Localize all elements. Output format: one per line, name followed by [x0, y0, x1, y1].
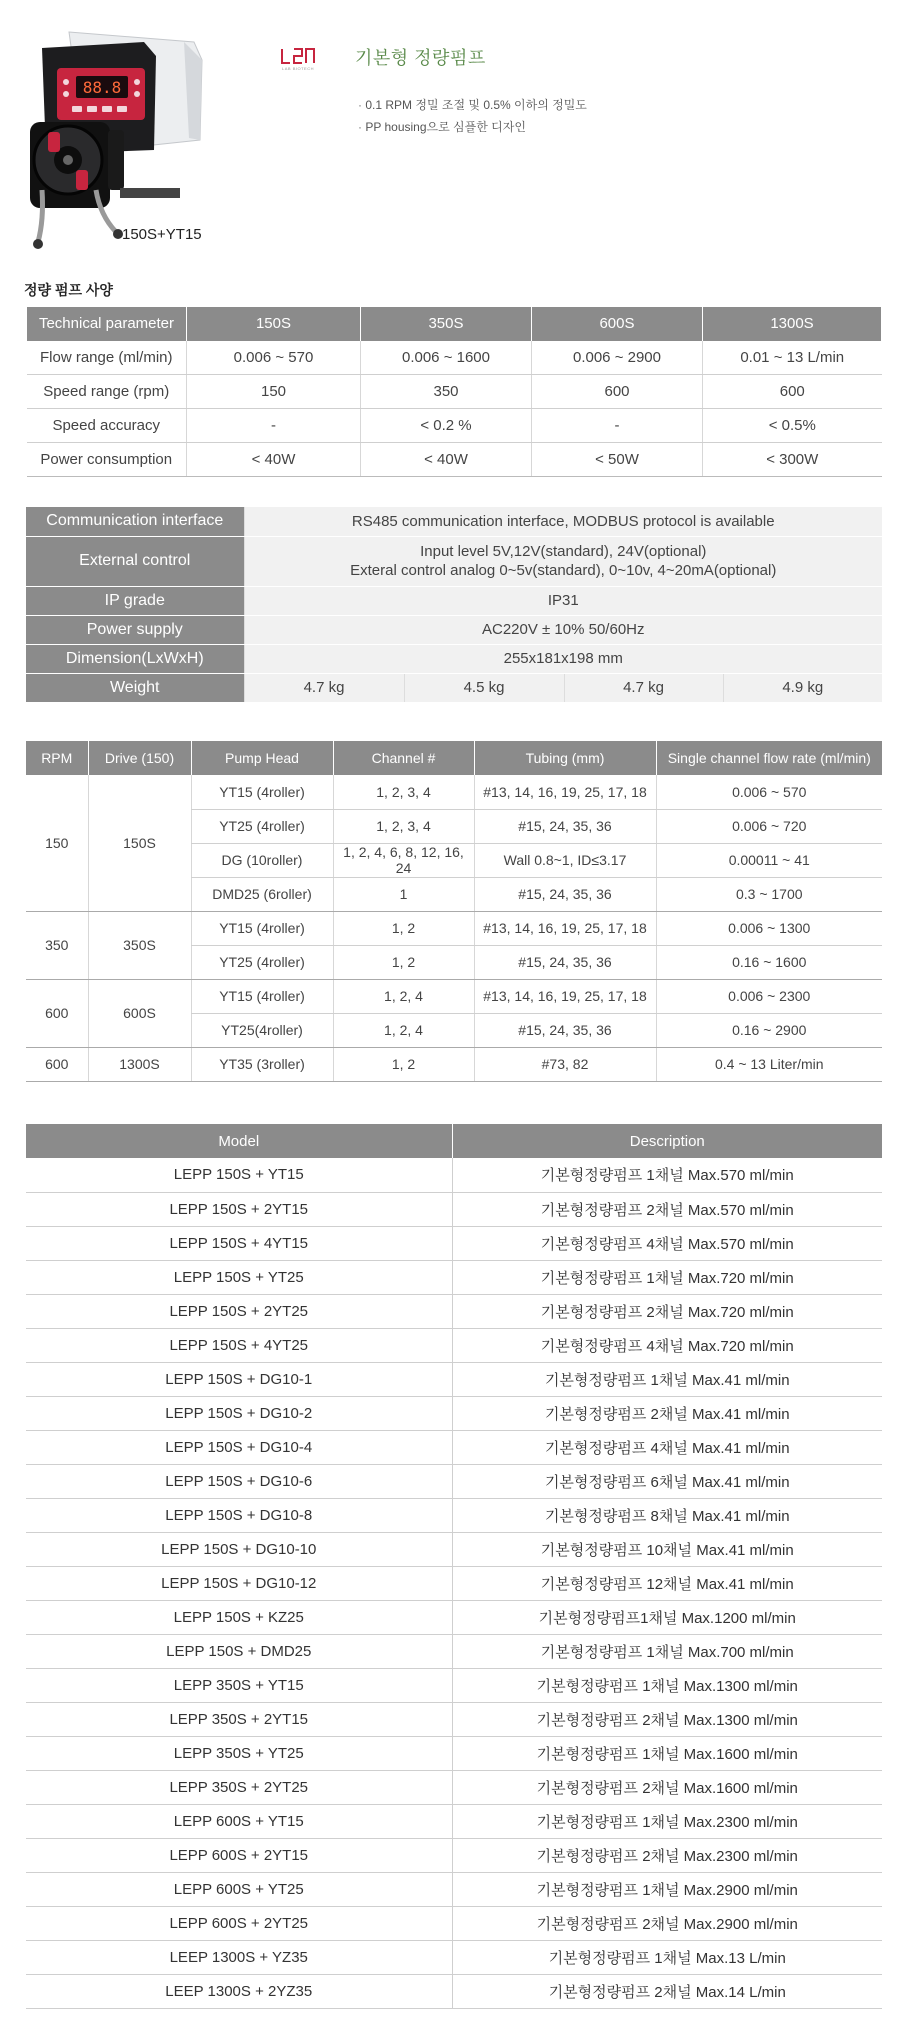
model-desc-cell: 기본형정량펌프 2채널 Max.2900 ml/min — [452, 1906, 882, 1940]
model-name-cell: LEPP 600S + YT15 — [26, 1804, 452, 1838]
model-desc-cell: 기본형정량펌프 1채널 Max.700 ml/min — [452, 1634, 882, 1668]
table-row — [26, 1158, 882, 1192]
model-desc-cell: 기본형정량펌프 2채널 Max.41 ml/min — [452, 1396, 882, 1430]
model-name-cell: LEPP 600S + YT25 — [26, 1872, 452, 1906]
table-row — [26, 1838, 882, 1872]
head-cell: 0.006 ~ 570 — [656, 775, 882, 809]
model-name-cell: LEPP 150S + DMD25 — [26, 1634, 452, 1668]
spec-cell: < 0.5% — [703, 409, 882, 443]
table-row — [26, 586, 882, 615]
model-name-cell: LEPP 150S + DG10-1 — [26, 1362, 452, 1396]
table-row — [26, 1736, 882, 1770]
table-row — [26, 1430, 882, 1464]
model-desc-cell: 기본형정량펌프 2채널 Max.1300 ml/min — [452, 1702, 882, 1736]
head-cell: DMD25 (6roller) — [191, 877, 333, 911]
model-name-cell: LEPP 150S + DG10-6 — [26, 1464, 452, 1498]
spec-cell: < 0.2 % — [361, 409, 532, 443]
brand-logo — [280, 47, 316, 73]
row-label: External control — [26, 536, 244, 586]
model-desc-cell: 기본형정량펌프 2채널 Max.720 ml/min — [452, 1294, 882, 1328]
model-desc-cell: 기본형정량펌프 2채널 Max.570 ml/min — [452, 1192, 882, 1226]
spec-header: 150S — [187, 307, 361, 341]
table-row — [26, 1566, 882, 1600]
head-cell: YT25 (4roller) — [191, 809, 333, 843]
table-row — [26, 1702, 882, 1736]
ext-control-line: Exteral control analog 0~5v(standard), 0~10v, 4~20mA(optional) — [350, 562, 777, 579]
feature-list — [358, 94, 587, 138]
rpm-cell: 150 — [26, 775, 88, 911]
table-row — [27, 375, 882, 409]
weight-value: 4.7 kg — [244, 673, 404, 702]
spec-cell: 600 — [703, 375, 882, 409]
product-caption: 150S+YT15 — [122, 226, 202, 243]
head-cell: 0.006 ~ 1300 — [656, 911, 882, 945]
drive-cell: 1300S — [88, 1047, 191, 1081]
table-row — [26, 1906, 882, 1940]
table-row — [26, 1294, 882, 1328]
table-row — [27, 409, 882, 443]
spec-cell: Power consumption — [27, 443, 187, 477]
head-header: Pump Head — [191, 741, 333, 775]
table-row — [26, 1532, 882, 1566]
head-cell: YT35 (3roller) — [191, 1047, 333, 1081]
model-name-cell: LEPP 350S + YT15 — [26, 1668, 452, 1702]
head-cell: #13, 14, 16, 19, 25, 17, 18 — [474, 979, 656, 1013]
spec-cell: - — [187, 409, 361, 443]
head-cell: 1, 2, 4 — [333, 1013, 474, 1047]
head-cell: #13, 14, 16, 19, 25, 17, 18 — [474, 911, 656, 945]
spec-cell: Speed accuracy — [27, 409, 187, 443]
model-name-cell: LEEP 1300S + YZ35 — [26, 1940, 452, 1974]
head-cell: #13, 14, 16, 19, 25, 17, 18 — [474, 775, 656, 809]
drive-cell: 600S — [88, 979, 191, 1047]
head-cell: YT15 (4roller) — [191, 775, 333, 809]
head-cell: Wall 0.8~1, ID≤3.17 — [474, 843, 656, 877]
row-label: Communication interface — [26, 507, 244, 536]
spec-cell: 0.006 ~ 570 — [187, 341, 361, 375]
ext-control-line: Input level 5V,12V(standard), 24V(optional) — [420, 543, 707, 560]
model-header: Description — [452, 1124, 882, 1158]
model-name-cell: LEPP 350S + YT25 — [26, 1736, 452, 1770]
model-desc-cell: 기본형정량펌프 2채널 Max.14 L/min — [452, 1974, 882, 2008]
spec-cell: 0.01 ~ 13 L/min — [703, 341, 882, 375]
spec-table — [26, 306, 882, 477]
head-cell: YT25 (4roller) — [191, 945, 333, 979]
model-name-cell: LEPP 150S + YT25 — [26, 1260, 452, 1294]
product-header — [0, 0, 900, 260]
table-row — [26, 1668, 882, 1702]
model-table — [26, 1124, 882, 2009]
model-name-cell: LEPP 150S + DG10-10 — [26, 1532, 452, 1566]
model-desc-cell: 기본형정량펌프 1채널 Max.2900 ml/min — [452, 1872, 882, 1906]
row-value — [244, 536, 882, 586]
row-value: AC220V ± 10% 50/60Hz — [244, 615, 882, 644]
table-row — [26, 1600, 882, 1634]
weight-value: 4.7 kg — [564, 673, 723, 702]
model-desc-cell: 기본형정량펌프 1채널 Max.2300 ml/min — [452, 1804, 882, 1838]
feature-item: · PP housing으로 심플한 디자인 — [358, 116, 587, 138]
rpm-cell: 600 — [26, 1047, 88, 1081]
spec-header: Technical parameter — [27, 307, 187, 341]
logo-subtext: LAB BIOTECH — [282, 66, 314, 71]
head-cell: #15, 24, 35, 36 — [474, 945, 656, 979]
spec-header: 600S — [532, 307, 703, 341]
table-row — [26, 1804, 882, 1838]
table-row — [26, 979, 882, 1013]
head-header: Single channel flow rate (ml/min) — [656, 741, 882, 775]
row-label: Weight — [26, 673, 244, 702]
table-row — [27, 443, 882, 477]
table-row — [26, 1974, 882, 2008]
model-desc-cell: 기본형정량펌프 6채널 Max.41 ml/min — [452, 1464, 882, 1498]
head-header: Channel # — [333, 741, 474, 775]
spec-header: 350S — [361, 307, 532, 341]
head-cell: 1, 2, 3, 4 — [333, 775, 474, 809]
model-name-cell: LEPP 350S + 2YT25 — [26, 1770, 452, 1804]
table-row — [26, 1192, 882, 1226]
weight-value: 4.9 kg — [723, 673, 882, 702]
head-cell: YT25(4roller) — [191, 1013, 333, 1047]
model-header: Model — [26, 1124, 452, 1158]
model-name-cell: LEPP 150S + KZ25 — [26, 1600, 452, 1634]
drive-cell: 350S — [88, 911, 191, 979]
table-row — [26, 1634, 882, 1668]
model-desc-cell: 기본형정량펌프 12채널 Max.41 ml/min — [452, 1566, 882, 1600]
head-cell: #73, 82 — [474, 1047, 656, 1081]
model-name-cell: LEPP 150S + 4YT25 — [26, 1328, 452, 1362]
model-name-cell: LEPP 150S + DG10-12 — [26, 1566, 452, 1600]
table-row — [26, 1770, 882, 1804]
head-cell: 1, 2, 4 — [333, 979, 474, 1013]
head-cell: 0.006 ~ 720 — [656, 809, 882, 843]
rpm-cell: 600 — [26, 979, 88, 1047]
weight-value: 4.5 kg — [404, 673, 564, 702]
spec-cell: < 40W — [187, 443, 361, 477]
spec-cell: < 50W — [532, 443, 703, 477]
model-desc-cell: 기본형정량펌프 1채널 Max.1300 ml/min — [452, 1668, 882, 1702]
row-label: IP grade — [26, 586, 244, 615]
head-cell: 1, 2 — [333, 1047, 474, 1081]
model-name-cell: LEPP 150S + 4YT15 — [26, 1226, 452, 1260]
table-row — [27, 341, 882, 375]
head-cell: #15, 24, 35, 36 — [474, 877, 656, 911]
model-name-cell: LEEP 1300S + 2YZ35 — [26, 1974, 452, 2008]
spec-header: 1300S — [703, 307, 882, 341]
spec-cell: 600 — [532, 375, 703, 409]
model-name-cell: LEPP 150S + 2YT15 — [26, 1192, 452, 1226]
table-row — [26, 1260, 882, 1294]
spec-cell: Speed range (rpm) — [27, 375, 187, 409]
head-cell: 0.4 ~ 13 Liter/min — [656, 1047, 882, 1081]
head-cell: #15, 24, 35, 36 — [474, 809, 656, 843]
spec-cell: Flow range (ml/min) — [27, 341, 187, 375]
model-desc-cell: 기본형정량펌프 2채널 Max.2300 ml/min — [452, 1838, 882, 1872]
feature-item: · 0.1 RPM 정밀 조절 및 0.5% 이하의 정밀도 — [358, 94, 587, 116]
head-cell: 0.16 ~ 1600 — [656, 945, 882, 979]
model-name-cell: LEPP 600S + 2YT15 — [26, 1838, 452, 1872]
table-row — [26, 1226, 882, 1260]
head-header: RPM — [26, 741, 88, 775]
table-row — [26, 673, 882, 702]
section-title: 정량 펌프 사양 — [24, 282, 113, 298]
model-name-cell: LEPP 350S + 2YT15 — [26, 1702, 452, 1736]
spec-cell: 350 — [361, 375, 532, 409]
model-name-cell: LEPP 150S + YT15 — [26, 1158, 452, 1192]
head-cell: 0.00011 ~ 41 — [656, 843, 882, 877]
spec-cell: 0.006 ~ 2900 — [532, 341, 703, 375]
model-desc-cell: 기본형정량펌프 1채널 Max.570 ml/min — [452, 1158, 882, 1192]
table-row — [26, 1396, 882, 1430]
model-name-cell: LEPP 600S + 2YT25 — [26, 1906, 452, 1940]
spec-cell: 0.006 ~ 1600 — [361, 341, 532, 375]
model-desc-cell: 기본형정량펌프 4채널 Max.570 ml/min — [452, 1226, 882, 1260]
table-row — [26, 1940, 882, 1974]
table-row — [26, 1047, 882, 1081]
table-row — [26, 911, 882, 945]
model-desc-cell: 기본형정량펌프 1채널 Max.41 ml/min — [452, 1362, 882, 1396]
spec-cell: - — [532, 409, 703, 443]
head-header: Tubing (mm) — [474, 741, 656, 775]
head-cell: 1, 2, 3, 4 — [333, 809, 474, 843]
model-desc-cell: 기본형정량펌프 2채널 Max.1600 ml/min — [452, 1770, 882, 1804]
model-desc-cell: 기본형정량펌프 1채널 Max.1600 ml/min — [452, 1736, 882, 1770]
row-value: 255x181x198 mm — [244, 644, 882, 673]
spec-cell: < 300W — [703, 443, 882, 477]
head-cell: 1 — [333, 877, 474, 911]
table-row — [26, 507, 882, 536]
model-name-cell: LEPP 150S + DG10-4 — [26, 1430, 452, 1464]
spec-cell: 150 — [187, 375, 361, 409]
model-desc-cell: 기본형정량펌프 10채널 Max.41 ml/min — [452, 1532, 882, 1566]
head-cell: 0.006 ~ 2300 — [656, 979, 882, 1013]
table-row — [26, 536, 882, 586]
head-cell: YT15 (4roller) — [191, 911, 333, 945]
table-row — [26, 1498, 882, 1532]
head-cell: 0.16 ~ 2900 — [656, 1013, 882, 1047]
model-desc-cell: 기본형정량펌프 8채널 Max.41 ml/min — [452, 1498, 882, 1532]
row-label: Power supply — [26, 615, 244, 644]
product-title: 기본형 정량펌프 — [355, 48, 486, 68]
pump-image — [24, 20, 214, 250]
head-cell: 0.3 ~ 1700 — [656, 877, 882, 911]
table-row — [26, 1464, 882, 1498]
pump-head-table — [26, 741, 882, 1082]
model-name-cell: LEPP 150S + DG10-8 — [26, 1498, 452, 1532]
general-spec-table — [26, 507, 882, 703]
head-cell: 1, 2 — [333, 945, 474, 979]
table-row — [26, 615, 882, 644]
table-row — [26, 644, 882, 673]
rpm-cell: 350 — [26, 911, 88, 979]
drive-cell: 150S — [88, 775, 191, 911]
head-cell: DG (10roller) — [191, 843, 333, 877]
head-header: Drive (150) — [88, 741, 191, 775]
table-row — [26, 1328, 882, 1362]
model-name-cell: LEPP 150S + DG10-2 — [26, 1396, 452, 1430]
row-value: RS485 communication interface, MODBUS protocol is available — [244, 507, 882, 536]
display-value: 88.8 — [82, 78, 122, 97]
model-desc-cell: 기본형정량펌프 1채널 Max.720 ml/min — [452, 1260, 882, 1294]
model-desc-cell: 기본형정량펌프 4채널 Max.720 ml/min — [452, 1328, 882, 1362]
model-name-cell: LEPP 150S + 2YT25 — [26, 1294, 452, 1328]
model-desc-cell: 기본형정량펌프 4채널 Max.41 ml/min — [452, 1430, 882, 1464]
head-cell: 1, 2 — [333, 911, 474, 945]
model-desc-cell: 기본형정량펌프1채널 Max.1200 ml/min — [452, 1600, 882, 1634]
row-value: IP31 — [244, 586, 882, 615]
table-row — [26, 1362, 882, 1396]
table-row — [26, 775, 882, 809]
model-desc-cell: 기본형정량펌프 1채널 Max.13 L/min — [452, 1940, 882, 1974]
spec-cell: < 40W — [361, 443, 532, 477]
table-row — [26, 1872, 882, 1906]
head-cell: 1, 2, 4, 6, 8, 12, 16, 24 — [333, 843, 474, 877]
head-cell: YT15 (4roller) — [191, 979, 333, 1013]
row-label: Dimension(LxWxH) — [26, 644, 244, 673]
head-cell: #15, 24, 35, 36 — [474, 1013, 656, 1047]
